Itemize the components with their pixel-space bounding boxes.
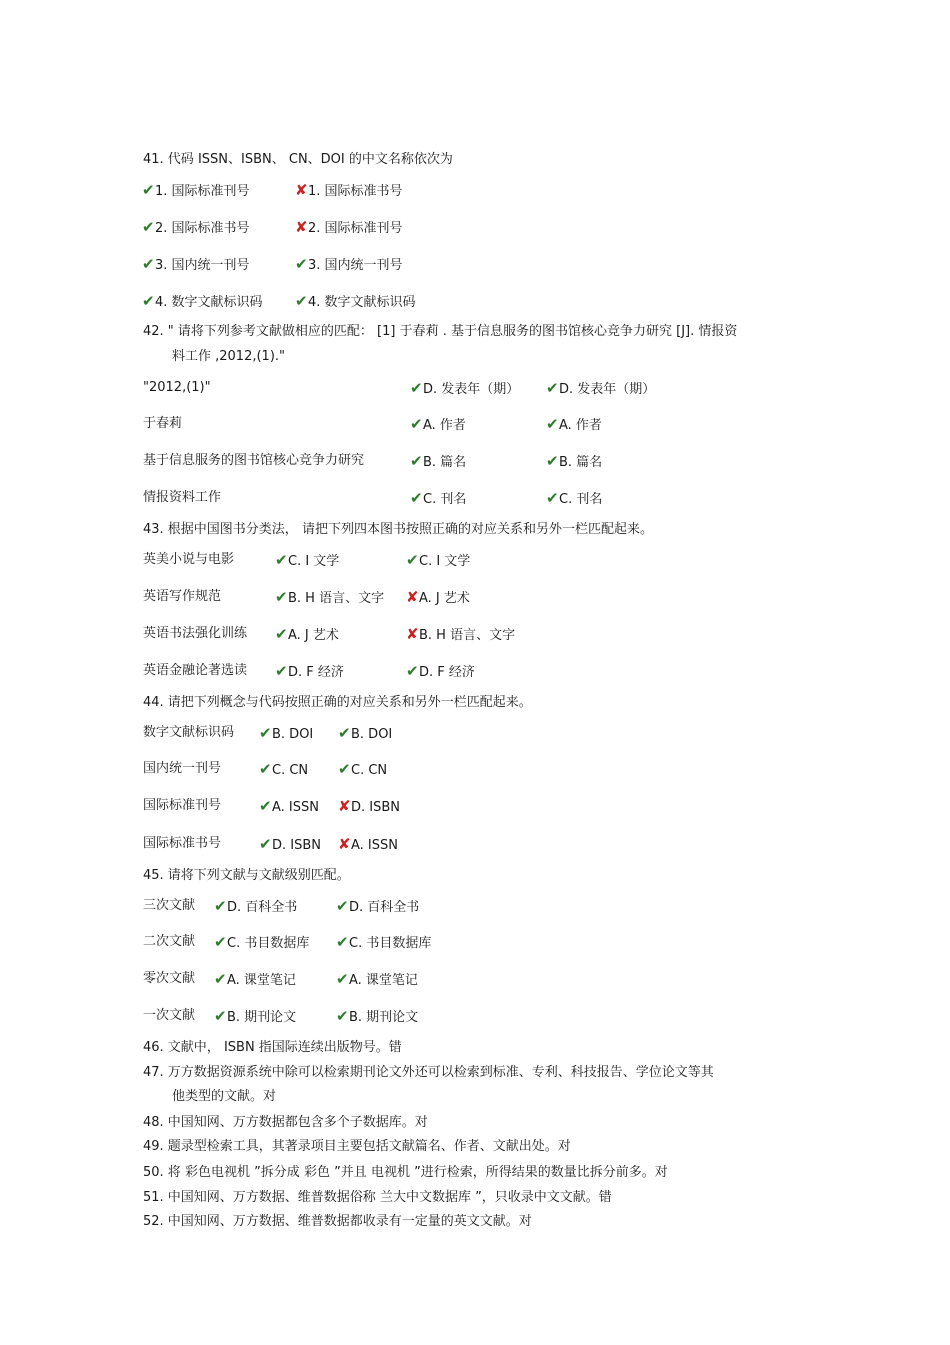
- check-icon: ✔: [275, 662, 288, 680]
- check-icon: ✔: [259, 797, 272, 815]
- check-icon: ✔: [259, 760, 272, 778]
- judgment-item: 46. 文献中， ISBN 指国际连续出版物号。错: [143, 1040, 402, 1055]
- check-icon: ✔: [142, 181, 155, 199]
- answer-b: ✔B. 篇名: [546, 452, 603, 470]
- check-icon: ✔: [214, 933, 227, 951]
- match-label: 零次文献: [143, 971, 196, 986]
- answer-b: ✘B. H 语言、文字: [406, 625, 516, 643]
- match-label: 英美小说与电影: [143, 552, 235, 567]
- answer-b: ✔C. I 文学: [406, 551, 471, 569]
- answer-a: ✔A. 作者: [410, 415, 466, 433]
- check-icon: ✔: [406, 551, 419, 569]
- check-icon: ✔: [406, 662, 419, 680]
- answer-b: ✘D. ISBN: [338, 797, 401, 815]
- cross-icon: ✘: [406, 625, 419, 643]
- answer-b: ✔A. 作者: [546, 415, 602, 433]
- answer-row: ✘1. 国际标准书号: [295, 181, 403, 199]
- answer-a: ✔B. 篇名: [410, 452, 467, 470]
- answer-row: ✔1. 国际标准刊号: [142, 181, 250, 199]
- judgment-item: 49. 题录型检索工具，其著录项目主要包括文献篇名、作者、文献出处。对: [143, 1139, 571, 1154]
- judgment-item: 47. 万方数据资源系统中除可以检索期刊论文外还可以检索到标准、专利、科技报告、学位论文等其: [143, 1065, 714, 1080]
- cross-icon: ✘: [295, 218, 308, 236]
- check-icon: ✔: [214, 897, 227, 915]
- check-icon: ✔: [275, 551, 288, 569]
- answer-a: ✔C. CN: [259, 760, 309, 778]
- question-44: 44. 请把下列概念与代码按照正确的对应关系和另外一栏匹配起来。: [143, 695, 532, 710]
- check-icon: ✔: [338, 724, 351, 742]
- match-label: 二次文献: [143, 934, 196, 949]
- answer-b: ✔D. 发表年（期）: [546, 379, 656, 397]
- check-icon: ✔: [295, 255, 308, 273]
- answer-a: ✔D. F 经济: [275, 662, 344, 680]
- match-label: 基于信息服务的图书馆核心竞争力研究: [143, 453, 365, 468]
- answer-row: ✔2. 国际标准书号: [142, 218, 250, 236]
- question-45: 45. 请将下列文献与文献级别匹配。: [143, 868, 350, 883]
- check-icon: ✔: [142, 255, 155, 273]
- cross-icon: ✘: [406, 588, 419, 606]
- answer-a: ✔D. 百科全书: [214, 897, 298, 915]
- answer-a: ✔B. 期刊论文: [214, 1007, 297, 1025]
- check-icon: ✔: [259, 835, 272, 853]
- match-label: 数字文献标识码: [143, 725, 235, 740]
- cross-icon: ✘: [338, 835, 351, 853]
- match-label: 英语写作规范: [143, 589, 222, 604]
- answer-a: ✔A. ISSN: [259, 797, 319, 815]
- match-label: 国际标准书号: [143, 836, 222, 851]
- answer-row: ✘2. 国际标准刊号: [295, 218, 403, 236]
- match-label: 英语金融论著选读: [143, 663, 248, 678]
- check-icon: ✔: [338, 760, 351, 778]
- match-label: 一次文献: [143, 1008, 196, 1023]
- judgment-item: 51. 中国知网、万方数据、维普数据俗称 兰大中文数据库 ”，只收录中文文献。错: [143, 1190, 612, 1205]
- answer-b: ✔C. 书目数据库: [336, 933, 432, 951]
- question-41: 41. 代码 ISSN、ISBN、 CN、DOI 的中文名称依次为: [143, 152, 453, 167]
- check-icon: ✔: [546, 489, 559, 507]
- answer-a: ✔C. 书目数据库: [214, 933, 310, 951]
- match-label: 情报资料工作: [143, 490, 222, 505]
- check-icon: ✔: [214, 1007, 227, 1025]
- check-icon: ✔: [275, 588, 288, 606]
- check-icon: ✔: [410, 379, 423, 397]
- answer-row: ✔4. 数字文献标识码: [142, 292, 263, 310]
- answer-b: ✘A. ISSN: [338, 835, 398, 853]
- cross-icon: ✘: [338, 797, 351, 815]
- check-icon: ✔: [410, 415, 423, 433]
- cross-icon: ✘: [295, 181, 308, 199]
- answer-a: ✔B. H 语言、文字: [275, 588, 385, 606]
- answer-a: ✔B. DOI: [259, 724, 314, 742]
- check-icon: ✔: [546, 452, 559, 470]
- check-icon: ✔: [546, 379, 559, 397]
- answer-b: ✔C. 刊名: [546, 489, 603, 507]
- answer-a: ✔D. ISBN: [259, 835, 322, 853]
- answer-a: ✔C. I 文学: [275, 551, 340, 569]
- check-icon: ✔: [336, 897, 349, 915]
- judgment-item: 50. 将 彩色电视机 ”拆分成 彩色 ”并且 电视机 ”进行检索，所得结果的数量比拆分前多。对: [143, 1165, 668, 1180]
- match-label: 三次文献: [143, 898, 196, 913]
- judgment-item: 48. 中国知网、万方数据都包含多个子数据库。对: [143, 1115, 428, 1130]
- judgment-item: 52. 中国知网、万方数据、维普数据都收录有一定量的英文文献。对: [143, 1214, 532, 1229]
- answer-b: ✔D. F 经济: [406, 662, 475, 680]
- answer-row: ✔3. 国内统一刊号: [295, 255, 403, 273]
- match-label: 国际标准刊号: [143, 798, 222, 813]
- match-label: 于春莉: [143, 416, 183, 431]
- answer-row: ✔4. 数字文献标识码: [295, 292, 416, 310]
- answer-a: ✔A. J 艺术: [275, 625, 339, 643]
- check-icon: ✔: [336, 970, 349, 988]
- match-label: 国内统一刊号: [143, 761, 222, 776]
- answer-b: ✘A. J 艺术: [406, 588, 470, 606]
- check-icon: ✔: [142, 218, 155, 236]
- question-42-continued: 料工作 ,2012,(1).": [172, 349, 286, 364]
- answer-b: ✔A. 课堂笔记: [336, 970, 418, 988]
- match-label: "2012,(1)": [143, 380, 211, 395]
- answer-a: ✔C. 刊名: [410, 489, 467, 507]
- check-icon: ✔: [275, 625, 288, 643]
- check-icon: ✔: [410, 489, 423, 507]
- answer-a: ✔A. 课堂笔记: [214, 970, 296, 988]
- answer-b: ✔B. DOI: [338, 724, 393, 742]
- answer-a: ✔D. 发表年（期）: [410, 379, 520, 397]
- check-icon: ✔: [259, 724, 272, 742]
- check-icon: ✔: [546, 415, 559, 433]
- judgment-item-continued: 他类型的文献。对: [172, 1089, 277, 1104]
- answer-b: ✔D. 百科全书: [336, 897, 420, 915]
- check-icon: ✔: [295, 292, 308, 310]
- answer-row: ✔3. 国内统一刊号: [142, 255, 250, 273]
- check-icon: ✔: [214, 970, 227, 988]
- check-icon: ✔: [410, 452, 423, 470]
- question-42: 42. " 请将下列参考文献做相应的匹配： [1] 于春莉 . 基于信息服务的图书馆核心竞争力研究 [J]. 情报资: [143, 324, 738, 339]
- answer-b: ✔B. 期刊论文: [336, 1007, 419, 1025]
- match-label: 英语书法强化训练: [143, 626, 248, 641]
- check-icon: ✔: [336, 1007, 349, 1025]
- check-icon: ✔: [142, 292, 155, 310]
- check-icon: ✔: [336, 933, 349, 951]
- answer-b: ✔C. CN: [338, 760, 388, 778]
- question-43: 43. 根据中国图书分类法， 请把下列四本图书按照正确的对应关系和另外一栏匹配起来。: [143, 522, 653, 537]
